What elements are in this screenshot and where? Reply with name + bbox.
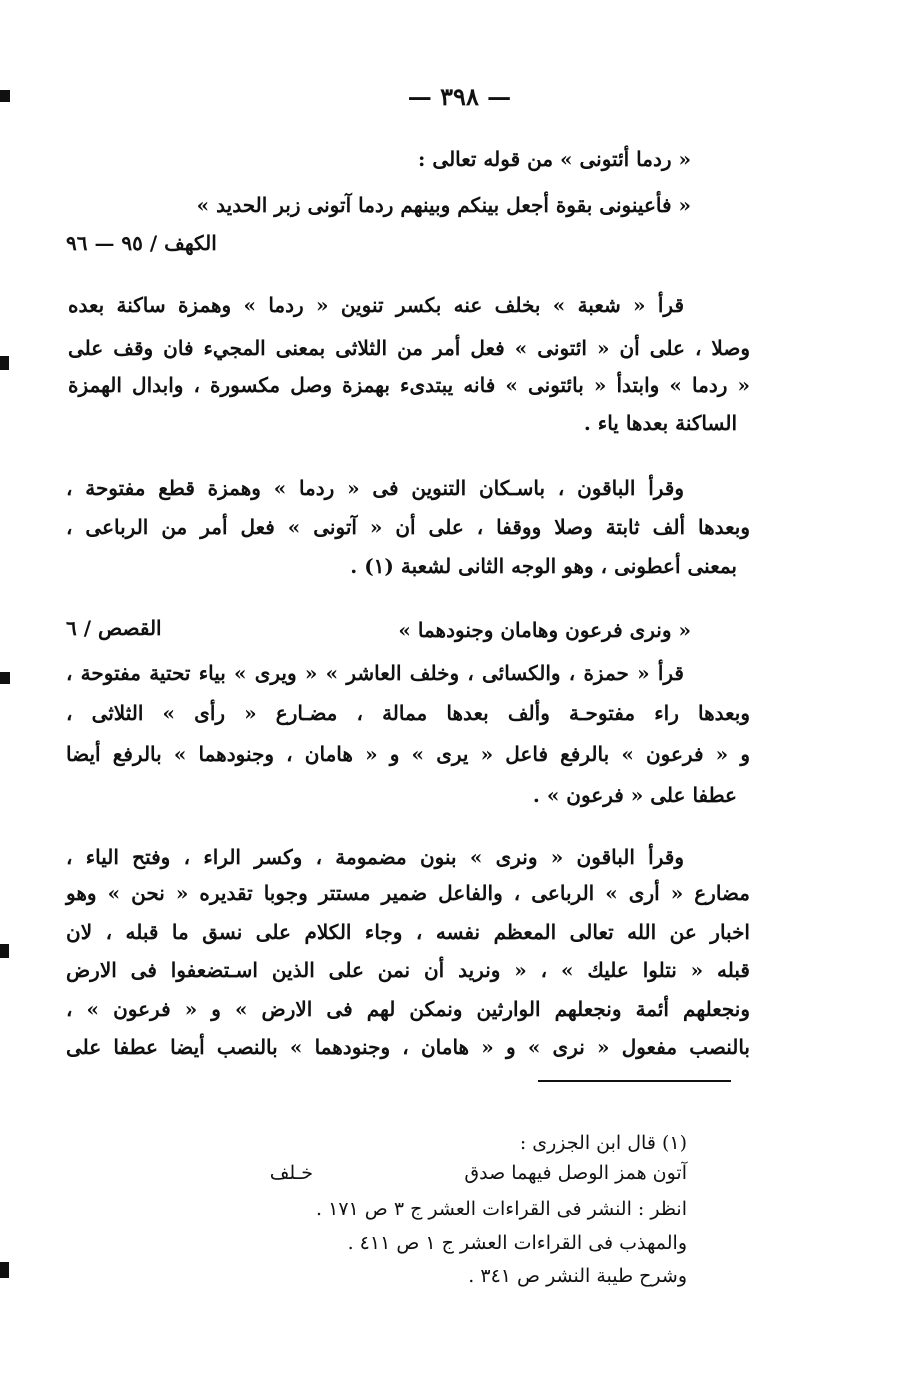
scan-mark [0, 356, 9, 370]
verse-reference: القصص / ٦ [66, 616, 162, 640]
footnote-line: خـلف [269, 1162, 313, 1184]
verse-quote: « فأعينونى بقوة أجعل بينكم وبينهم ردما آتونى زبر الحديد » [196, 193, 691, 217]
scan-mark [0, 672, 10, 684]
page-number: — ٣٩٨ — [407, 82, 512, 111]
footnote-separator [538, 1080, 731, 1082]
paragraph-line: مضارع « أرى » الرباعى ، والفاعل ضمير مستتر وجوبا تقديره « نحن » وهو [66, 881, 750, 905]
verse-reference: الكهف / ٩٥ — ٩٦ [66, 231, 217, 255]
paragraph-line: قبله « نتلوا عليك » ، « ونريد أن نمن على الذين اسـتضعفوا فى الارض [66, 958, 750, 982]
footnote-line: وشرح طيبة النشر ص ٣٤١ . [468, 1265, 687, 1287]
paragraph-line: اخبار عن الله تعالى المعظم نفسه ، وجاء الكلام على نسق ما قبله ، لان [66, 920, 750, 944]
paragraph-line: وقرأ الباقون « ونرى » بنون مضمومة ، وكسر الراء ، وفتح الياء ، [66, 845, 684, 869]
paragraph-line: ونجعلهم أئمة ونجعلهم الوارثين ونمكن لهم فى الارض » و « فرعون » ، [66, 997, 750, 1021]
paragraph-line: وبعدها راء مفتوحـة وألف بعدها ممالة ، مضـارع « رأى » الثلاثى ، [66, 701, 750, 725]
paragraph-line: « ردما » وابتدأ « بائتونى » فانه يبتدىء بهمزة وصل مكسورة ، وابدال الهمزة [68, 373, 750, 397]
paragraph-line: و « فرعون » بالرفع فاعل « يرى » و « هامان ، وجنودهما » بالرفع أيضا [66, 742, 750, 766]
footnote-line: (١) قال ابن الجزرى : [519, 1132, 687, 1154]
footnote-line: آتون همز الوصل فيهما صدق [464, 1162, 687, 1184]
paragraph-line: بمعنى أعطونى ، وهو الوجه الثانى لشعبة (١) . [350, 554, 737, 578]
paragraph-line: عطفا على « فرعون » . [532, 783, 737, 807]
paragraph-line: وبعدها ألف ثابتة وصلا ووقفا ، على أن « آتونى » فعل أمر من الرباعى ، [66, 515, 750, 539]
paragraph-line: بالنصب مفعول « نرى » و « هامان ، وجنودهما » بالنصب أيضا عطفا على [66, 1035, 750, 1059]
paragraph-line: وصلا ، على أن « ائتونى » فعل أمر من الثلاثى بمعنى المجيء فان وقف على [68, 336, 750, 360]
scan-mark [0, 1262, 9, 1278]
paragraph-line: قرأ « شعبة » بخلف عنه بكسر تنوين « ردما » وهمزة ساكنة بعده [68, 293, 684, 317]
paragraph-line: وقرأ الباقون ، باسـكان التنوين فى « ردما » وهمزة قطع مفتوحة ، [66, 476, 684, 500]
verse-intro: « ردما أئتونى » من قوله تعالى : [418, 147, 691, 171]
paragraph-line: قرأ « حمزة ، والكسائى ، وخلف العاشر » « ويرى » بياء تحتية مفتوحة ، [66, 661, 684, 685]
paragraph-line: الساكنة بعدها ياء . [583, 411, 737, 435]
footnote-line: انظر : النشر فى القراءات العشر ج ٣ ص ١٧١ . [316, 1198, 687, 1220]
verse-quote: « ونرى فرعون وهامان وجنودهما » [398, 618, 691, 642]
scan-mark [0, 944, 9, 958]
footnote-line: والمهذب فى القراءات العشر ج ١ ص ٤١١ . [347, 1232, 687, 1254]
